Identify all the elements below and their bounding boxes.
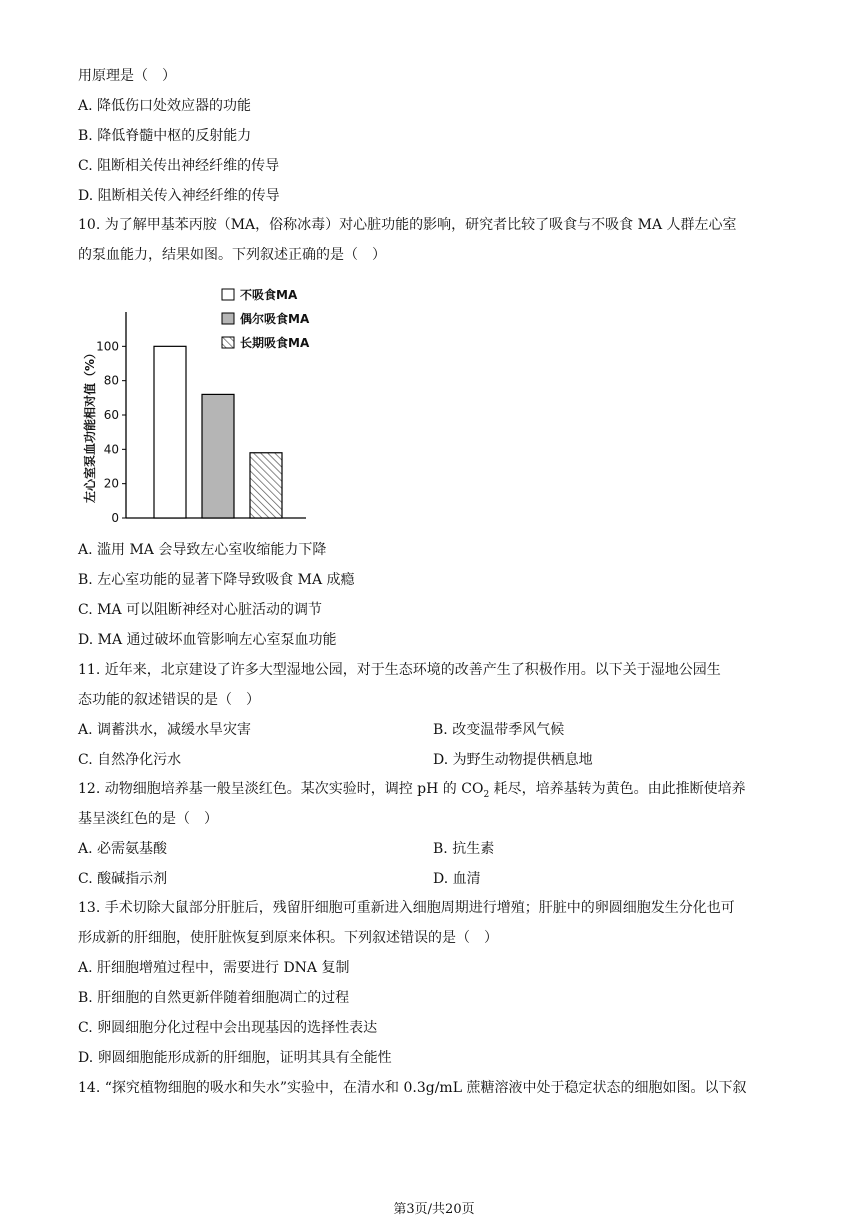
q13-option-d: D. 卵圆细胞能形成新的肝细胞，证明其具有全能性 bbox=[78, 1050, 392, 1066]
q11-option-c: C. 自然净化污水 bbox=[78, 752, 182, 768]
q11-stem-line1: 11. 近年来，北京建设了许多大型湿地公园，对于生态环境的改善产生了积极作用。以下关于湿地公园生 bbox=[78, 662, 721, 678]
page-footer: 第3页/共20页 bbox=[393, 1202, 475, 1217]
q9-option-b: B. 降低脊髓中枢的反射能力 bbox=[78, 128, 252, 144]
legend-label-3: 长期吸食MA bbox=[240, 336, 310, 350]
q10-stem-line1: 10. 为了解甲基苯丙胺（MA，俗称冰毒）对心脏功能的影响，研究者比较了吸食与不吸食 MA 人群左心室 bbox=[78, 217, 737, 233]
y-axis-label: 左心室泵血功能相对值（%） bbox=[83, 346, 97, 504]
q9-option-a: A. 降低伤口处效应器的功能 bbox=[78, 98, 252, 114]
q11-option-a: A. 调蓄洪水，减缓水旱灾害 bbox=[78, 722, 252, 738]
y-tick-label: 0 bbox=[111, 511, 119, 525]
q14-stem-line1: 14. “探究植物细胞的吸水和失水”实验中，在清水和 0.3g/mL 蔗糖溶液中处于稳定状态的细胞如图。以下叙 bbox=[78, 1080, 747, 1096]
legend-label-1: 不吸食MA bbox=[240, 288, 298, 302]
q9-option-d: D. 阻断相关传入神经纤维的传导 bbox=[78, 188, 280, 204]
q9-stem-tail: 用原理是（ ） bbox=[78, 68, 176, 84]
y-tick-label: 20 bbox=[103, 476, 119, 491]
q10-option-a: A. 滥用 MA 会导致左心室收缩能力下降 bbox=[78, 542, 327, 558]
y-tick-label: 40 bbox=[103, 442, 119, 457]
legend-swatch-1 bbox=[222, 289, 234, 300]
q10-option-c: C. MA 可以阻断神经对心脏活动的调节 bbox=[78, 602, 323, 618]
q9-option-c: C. 阻断相关传出神经纤维的传导 bbox=[78, 158, 280, 174]
q12-option-b: B. 抗生素 bbox=[433, 841, 495, 857]
q10-option-b: B. 左心室功能的显著下降导致吸食 MA 成瘾 bbox=[78, 572, 355, 588]
q11-stem-line2: 态功能的叙述错误的是（ ） bbox=[78, 692, 260, 708]
q13-option-c: C. 卵圆细胞分化过程中会出现基因的选择性表达 bbox=[78, 1020, 378, 1036]
q10-stem-line2: 的泵血能力，结果如图。下列叙述正确的是（ ） bbox=[78, 247, 386, 263]
q13-stem-line1: 13. 手术切除大鼠部分肝脏后，残留肝细胞可重新进入细胞周期进行增殖；肝脏中的卵圆细胞发生分化也可 bbox=[78, 900, 735, 916]
q13-option-a: A. 肝细胞增殖过程中，需要进行 DNA 复制 bbox=[78, 960, 350, 976]
q11-option-b: B. 改变温带季风气候 bbox=[433, 722, 565, 738]
y-tick-label: 100 bbox=[96, 339, 119, 354]
q13-stem-line2: 形成新的肝细胞，使肝脏恢复到原来体积。下列叙述错误的是（ ） bbox=[78, 930, 498, 946]
legend-label-2: 偶尔吸食MA bbox=[240, 312, 310, 326]
q12-option-d: D. 血清 bbox=[433, 871, 481, 887]
q13-option-b: B. 肝细胞的自然更新伴随着细胞凋亡的过程 bbox=[78, 990, 350, 1006]
q10-option-d: D. MA 通过破坏血管影响左心室泵血功能 bbox=[78, 632, 337, 648]
legend-swatch-2 bbox=[222, 313, 234, 324]
bar-3 bbox=[250, 453, 282, 518]
y-tick-label: 80 bbox=[103, 373, 119, 388]
ma-bar-chart bbox=[78, 278, 338, 528]
q12-stem-line1 bbox=[78, 779, 746, 805]
q12-co2-subscript: 2 bbox=[483, 789, 490, 800]
q12-option-c: C. 酸碱指示剂 bbox=[78, 871, 168, 887]
bar-1 bbox=[154, 346, 186, 518]
legend-swatch-3 bbox=[222, 337, 234, 348]
y-tick-label: 60 bbox=[103, 408, 119, 422]
q12-stem-line1-b: 耗尽，培养基转为黄色。由此推断使培养 bbox=[489, 781, 746, 797]
q11-option-d: D. 为野生动物提供栖息地 bbox=[433, 752, 593, 768]
q12-stem-line1-a: 12. 动物细胞培养基一般呈淡红色。某次实验时，调控 pH 的 CO bbox=[78, 781, 484, 797]
q12-stem-line2: 基呈淡红色的是（ ） bbox=[78, 811, 218, 827]
q12-option-a: A. 必需氨基酸 bbox=[78, 841, 168, 857]
bar-2 bbox=[202, 394, 234, 518]
